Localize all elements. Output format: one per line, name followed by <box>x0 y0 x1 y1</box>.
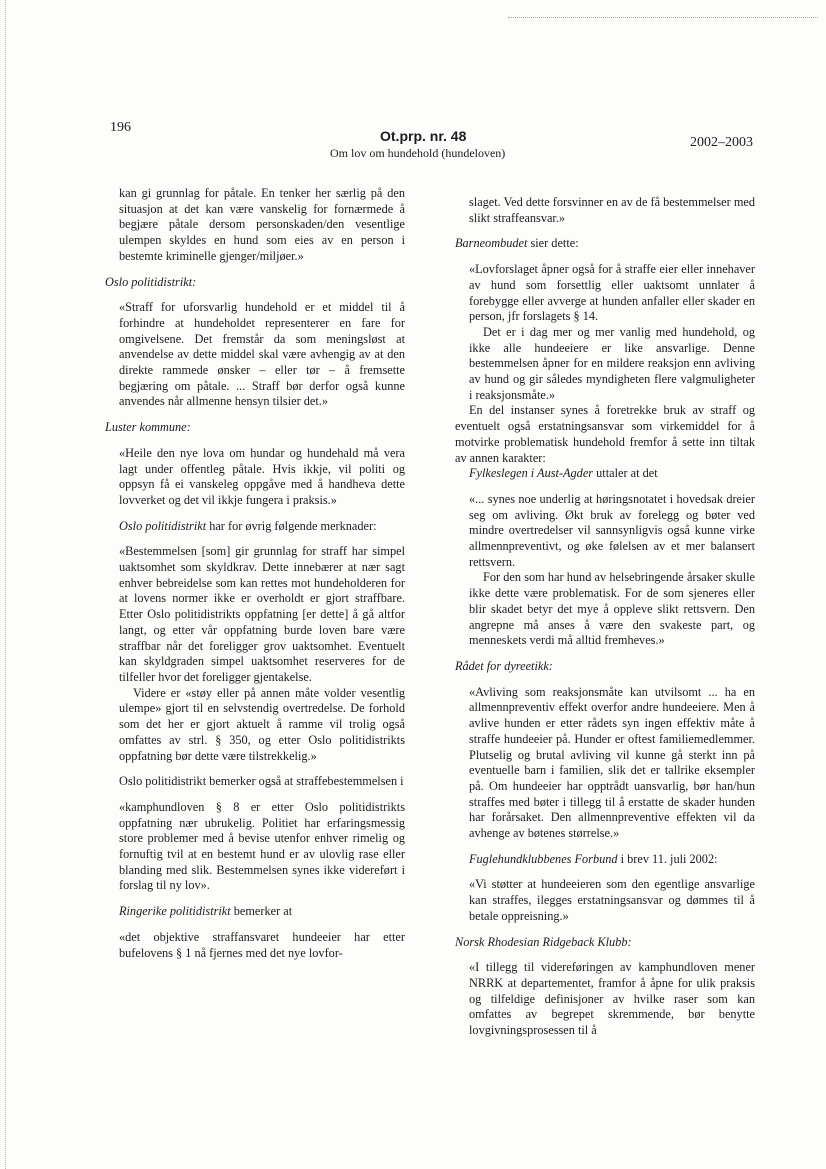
intro-paragraph <box>455 466 755 482</box>
quote-block: «Heile den nye lova om hundar og hundehald må vera lagt under offentleg påtale. Hvis ikkje, vil politi og oppsyn få ei vanskeleg oppgåve med å handheva dette lovverket og det vil ikkje fungera i praksis.» <box>119 445 405 507</box>
left-column <box>105 186 405 961</box>
quote-block-continued: For den som har hund av helsebringende årsaker skulle ikke dette være problematisk. For de som sjeneres eller blir skadet betyr det mye å oppleve slikt rettsvern. Den angrepne må anses å være den svakeste part, og menneskets verdi må alltid fremheves.» <box>469 570 755 648</box>
right-column <box>455 195 755 1039</box>
quote-block: «Lovforslaget åpner også for å straffe eier eller innehaver av hund som forsettlig eller uaktsomt unnlater å forebygge eller avverge at hunden anfaller eller skader en person, jfr forslagets § 14. <box>469 262 755 324</box>
intro-paragraph <box>105 904 405 920</box>
speaker-heading: Norsk Rhodesian Ridgeback Klubb: <box>455 934 632 949</box>
quote-block: «I tillegg til videreføringen av kamphundloven mener NRRK at departementet, framfor å åpne for ulik praksis og tilfeldige definisjoner av hvilke raser som kan omfattes av begrepet skremmende, bør benytte lovgivningsprosessen til å <box>469 960 755 1038</box>
body-paragraph: En del instanser synes å foretrekke bruk av straff og eventuelt også erstatningsansvar som virkemiddel for å motvirke problematisk hundehold fremfor å sette inn tiltak av annen karakter: <box>455 403 755 465</box>
scan-edge-top <box>508 17 818 19</box>
quote-continuation: slaget. Ved dette forsvinner en av de få bestemmelser med slikt straffeansvar.» <box>469 195 755 225</box>
body-paragraph: Oslo politidistrikt bemerker også at straffebestemmelsen i <box>119 774 404 789</box>
speaker-heading: Oslo politidistrikt: <box>105 274 197 289</box>
speaker-name: Ringerike politidistrikt <box>119 904 231 919</box>
document-subtitle: Om lov om hundehold (hundeloven) <box>330 146 506 160</box>
quote-block: «det objektive straffansvaret hundeeier har etter bufelovens § 1 nå fjernes med det nye lovfor- <box>119 929 405 960</box>
speaker-text: sier dette: <box>527 236 579 251</box>
quote-block: «Avliving som reaksjonsmåte kan utvilsomt ... ha en allmennpreventiv effekt overfor andre hundeeiere. Men å avlive hunden er etter rådets syn ingen effektiv måte å straffe hundeeier på. Hunder er oftest familiemedlemmer. Plutselig og brutal avliving vil kunne gå sterkt inn på eventuelle barn i familien, slik det er tallrike eksempler på. Om hundeeier har opptrådt uansvarlig, bør han/hun straffes med bøter i tillegg til å erstatte de skader hunden har forårsaket. Den allmennpreventive effekten vil da avhenge av bøtenes størrelse.» <box>469 684 755 841</box>
page-number: 196 <box>110 120 131 135</box>
quote-block: «kamphundloven § 8 er etter Oslo politidistrikts oppfatning nær ubrukelig. Politiet har erfaringsmessig store problemer med å bevise utenfor enhver rimelig og fornuftig tvil at en bestemt hund er av ulovlig rase eller blanding med slik. Bestemmelsen synes ikke videreført i forslag til ny lov». <box>119 799 405 893</box>
quote-block: «Straff for uforsvarlig hundehold er et middel til å forhindre at hundeholdet representerer en fare for omgivelsene. Det fremstår da som meningsløst at anvendelse av dette middel skal være avhengig av at den direkte rammede ønsker – eller tør – å fremsette begjæring om påtale. ... Straff bør derfor også kunne anvendes når allmenne hensyn tilsier det.» <box>119 300 405 409</box>
speaker-name: Barneombudet <box>455 236 528 251</box>
year-range: 2002–2003 <box>690 135 753 150</box>
speaker-heading: Rådet for dyreetikk: <box>455 658 553 673</box>
speaker-name: Fylkeslegen i Aust-Agder <box>469 466 594 481</box>
quote-block-continued: Det er i dag mer og mer vanlig med hundehold, og ikke alle hundeeiere er like ansvarlige. Denne bestemmelsen åpner for en mildere reaksjon enn avliving av hund og gir således myndigheten flere valgmuligheter i reaksjonsmåte.» <box>469 324 755 402</box>
intro-text: bemerker at <box>230 904 293 919</box>
speaker-heading <box>455 236 755 252</box>
scan-edge-left <box>5 0 7 1169</box>
intro-text: har for øvrig følgende merknader: <box>206 518 377 533</box>
quote-block: «... synes noe underlig at høringsnotatet i hovedsak dreier seg om avliving. Økt bruk av forelegg og bøter ved mindre overtredelser vil sannsynligvis også kunne virke allmennpreventivt, og øke følelsen av et mer balansert rettsvern. <box>469 491 755 569</box>
intro-text: i brev 11. juli 2002: <box>617 851 718 866</box>
speaker-name: Fuglehundklubbenes Forbund <box>469 851 618 866</box>
quote-continuation: kan gi grunnlag for påtale. En tenker her særlig på den situasjon at det kan være vanskelig for fornærmede å begjære påtale dersom personskaden/den vesentlige ulempen skyldes en hund som eies av en person i bestemte kriminelle gjenger/miljøer.» <box>119 186 405 263</box>
quote-block-continued: Videre er «støy eller på annen måte volder vesentlig ulempe» gjort til en selvstendig overtredelse. De forhold som det her er gjort aktuelt å ramme vil trolig også omfattes av strl. § 350, og etter Oslo politidistrikts oppfatning bør dette være tilstrekkelig.» <box>119 685 405 763</box>
document-title: Ot.prp. nr. 48 <box>380 128 467 144</box>
intro-text: uttaler at det <box>593 466 658 481</box>
speaker-heading: Luster kommune: <box>105 420 191 435</box>
quote-block: «Bestemmelsen [som] gir grunnlag for straff har simpel uaktsomhet som skyldkrav. Dette innebærer at nær sagt enhver bebreidelse som kan rettes mot hundeholderen for at lovens normer ikke er overholdt er gjort straffbare. Etter Oslo politidistrikts oppfatning [er dette] å gå altfor langt, og etter vår oppfatning burde loven bare være straffbar når det foreligger grov uaktsomhet. Eventuelt kan skyldgraden simpel uaktsomhet reserveres for de tilfeller hvor det foreligger gjentakelse. <box>119 544 405 684</box>
quote-block: «Vi støtter at hundeeieren som den egentlige ansvarlige kan straffes, ilegges erstatningsansvar og dømmes til å betale oppreisning.» <box>469 877 755 923</box>
speaker-name: Oslo politidistrikt <box>119 518 207 533</box>
intro-paragraph <box>455 852 755 868</box>
intro-paragraph <box>105 519 405 535</box>
